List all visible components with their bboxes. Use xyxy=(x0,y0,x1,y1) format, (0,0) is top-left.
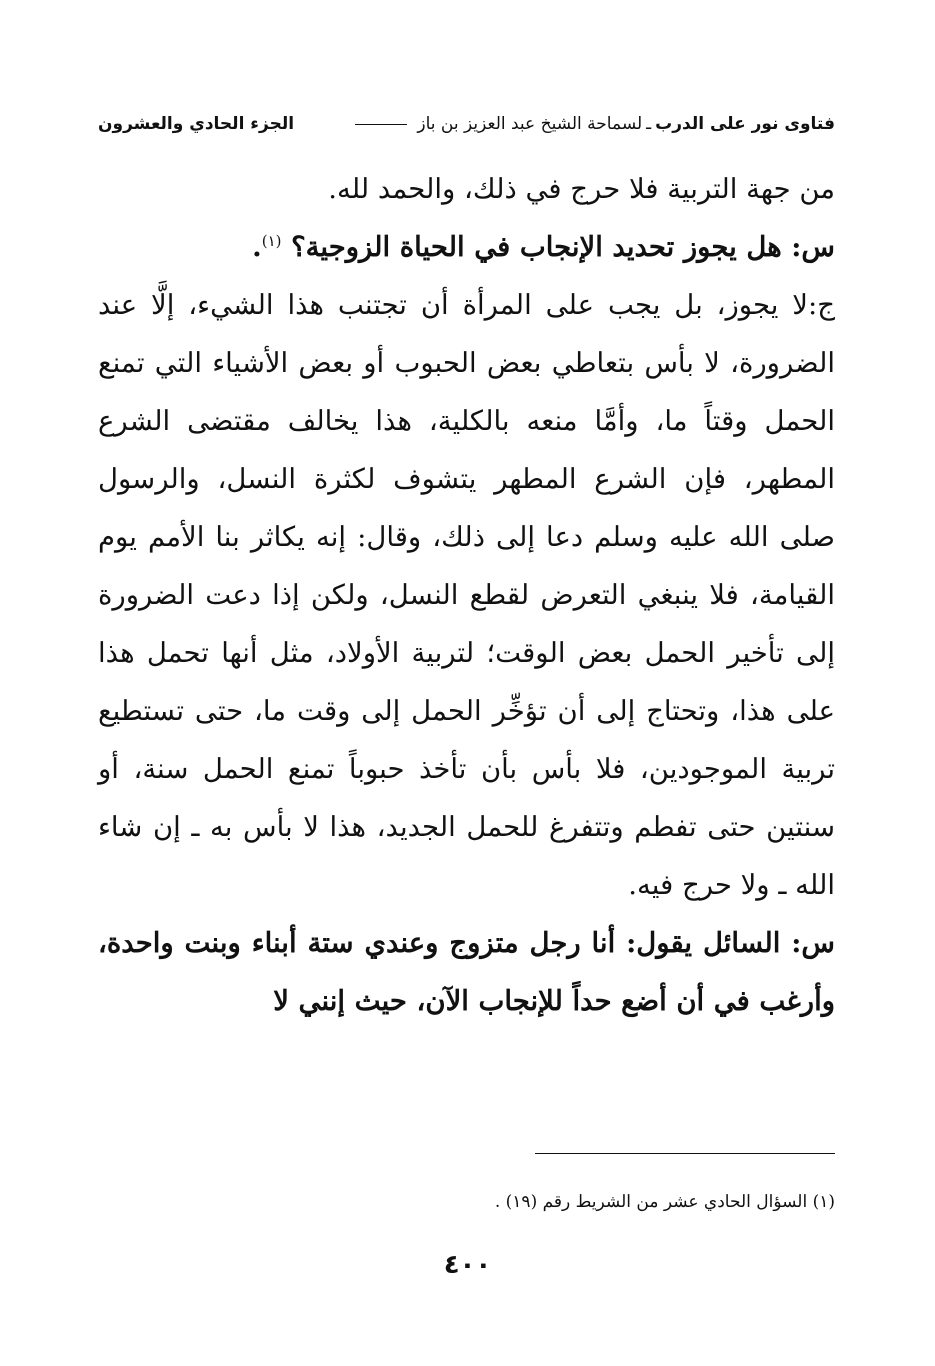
header-author: لسماحة الشيخ عبد العزيز بن باز xyxy=(417,114,643,134)
header-dash: ـ xyxy=(646,114,652,134)
question-2: س: السائل يقول: أنا رجل متزوج وعندي ستة أبناء وبنت واحدة، وأرغب في أن أضع حداً للإنجاب الآن، حيث إنني لا xyxy=(98,927,836,1017)
question-1 xyxy=(98,218,835,276)
header-book-title: فتاوى نور على الدرب xyxy=(655,114,835,134)
header-part: الجزء الحادي والعشرون xyxy=(98,114,295,134)
body-text xyxy=(98,160,835,1030)
answer-1: ج:لا يجوز، بل يجب على المرأة أن تجتنب هذا الشيء، إلَّا عند الضرورة، لا بأس بتعاطي بعض الحبوب أو بعض الأشياء التي تمنع الحمل وقتاً ما، وأمَّا منعه بالكلية، هذا يخالف مقتضى الشرع المطهر، فإن الشرع المطهر يتشوف لكثرة النسل، والرسول صلى الله عليه وسلم دعا إلى ذلك، وقال: إنه يكاثر بنا الأمم يوم القيامة، فلا ينبغي التعرض لقطع النسل، ولكن إذا دعت الضرورة إلى تأخير الحمل بعض الوقت؛ لتربية الأولاد، مثل أنها تحمل هذا على هذا، وتحتاج إلى أن تؤخِّر الحمل إلى وقت ما، حتى تستطيع تربية الموجودين، فلا بأس بأن تأخذ حبوباً تمنع الحمل سنة، أو سنتين حتى تفطم وتتفرغ للحمل الجديد، هذا لا بأس به ـ إن شاء الله ـ ولا حرج فيه. xyxy=(98,289,835,901)
header-rule xyxy=(355,124,407,125)
running-header xyxy=(98,104,835,144)
paragraph-previous-answer-end: من جهة التربية فلا حرج في ذلك، والحمد لله. xyxy=(328,173,835,205)
question-1-end: . xyxy=(252,231,262,263)
page-number: ٤٠٠ xyxy=(443,1250,492,1280)
footnote-rule xyxy=(535,1153,835,1154)
footnote-reference: (١) xyxy=(261,231,282,250)
header-title-group xyxy=(349,114,835,134)
question-1-text: س: هل يجوز تحديد الإنجاب في الحياة الزوجية؟ xyxy=(291,231,835,263)
footnote: (١) السؤال الحادي عشر من الشريط رقم (١٩) . xyxy=(494,1192,835,1212)
